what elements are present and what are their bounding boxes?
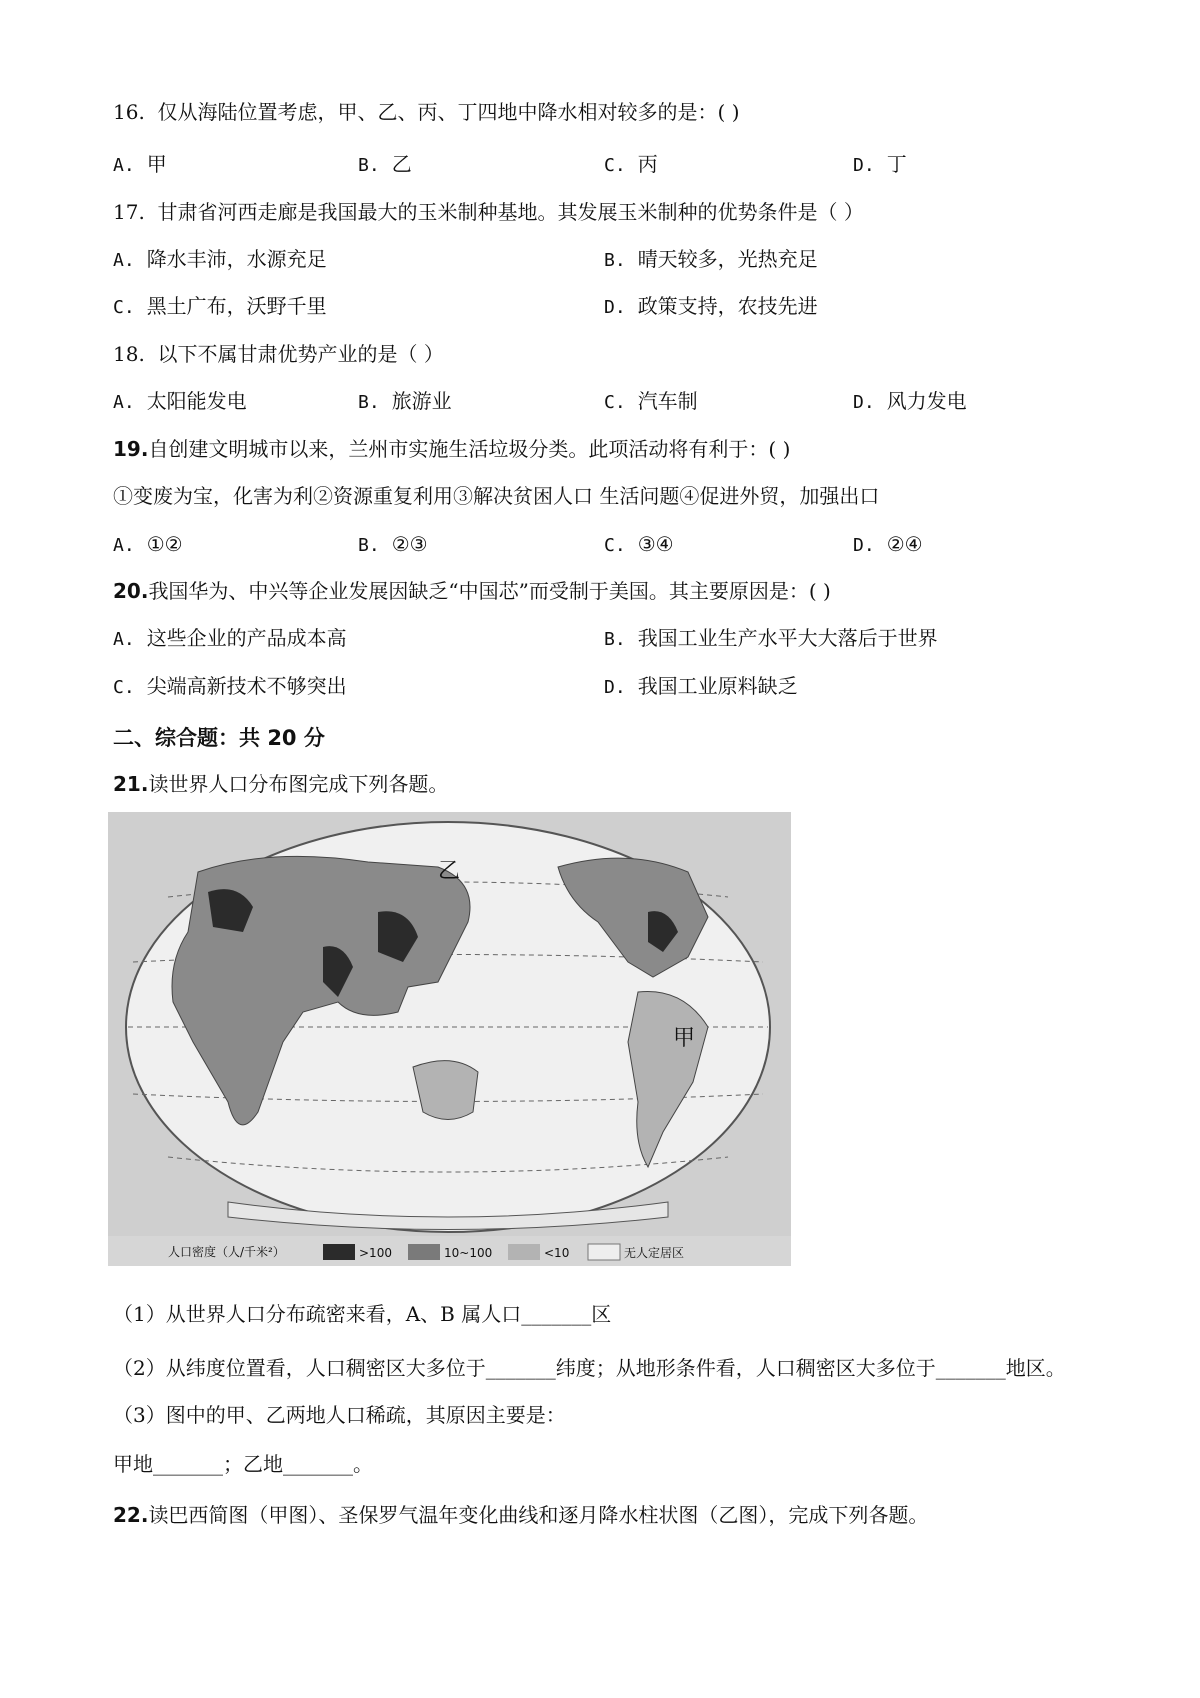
q19-option-a: A. ①②: [113, 532, 183, 556]
question-22: 22.读巴西简图（甲图）、圣保罗气温年变化曲线和逐月降水柱状图（乙图），完成下列各题。: [113, 1503, 929, 1527]
q21-sub-2: （2）从纬度位置看，人口稠密区大多位于_______纬度；从地形条件看，人口稠密区大多位于_______地区。: [113, 1356, 1066, 1380]
q19-option-d: D. ②④: [853, 532, 923, 556]
legend-dense-label: >100: [359, 1246, 392, 1260]
question-21: 21.读世界人口分布图完成下列各题。: [113, 772, 449, 796]
q17-option-c: C. 黑土广布，沃野千里: [113, 294, 327, 318]
legend-swatch-empty: [588, 1244, 620, 1260]
q19-option-c: C. ③④: [604, 532, 674, 556]
question-16: 16. 仅从海陆位置考虑，甲、乙、丙、丁四地中降水相对较多的是：( ): [113, 100, 740, 124]
map-legend-title: 人口密度（人/千米²）: [168, 1245, 285, 1259]
q17-option-b: B. 晴天较多，光热充足: [604, 247, 818, 271]
q18-option-d: D. 风力发电: [853, 389, 967, 413]
world-population-map: [108, 812, 791, 1266]
q21-sub-3-answers: 甲地_______；乙地_______。: [113, 1452, 373, 1476]
legend-swatch-medium: [408, 1244, 440, 1260]
section-2-heading: 二、综合题：共 20 分: [113, 726, 325, 750]
q19-statements: ①变废为宝，化害为利②资源重复利用③解决贫困人口 生活问题④促进外贸，加强出口: [113, 484, 880, 508]
legend-medium-label: 10~100: [444, 1246, 493, 1260]
q16-option-b: B. 乙: [358, 152, 412, 176]
question-17: 17. 甘肃省河西走廊是我国最大的玉米制种基地。其发展玉米制种的优势条件是（ ）: [113, 200, 864, 224]
question-19: 19.自创建文明城市以来，兰州市实施生活垃圾分类。此项活动将有利于：( ): [113, 437, 791, 461]
q19-option-b: B. ②③: [358, 532, 428, 556]
q21-sub-1: （1）从世界人口分布疏密来看，A、B 属人口_______区: [113, 1302, 612, 1326]
label-jia: 甲: [673, 1026, 696, 1051]
q16-option-d: D. 丁: [853, 152, 907, 176]
q20-option-b: B. 我国工业生产水平大大落后于世界: [604, 626, 938, 650]
question-20: 20.我国华为、中兴等企业发展因缺乏“中国芯”而受制于美国。其主要原因是：( ): [113, 579, 831, 603]
q16-option-a: A. 甲: [113, 152, 167, 176]
q18-option-b: B. 旅游业: [358, 389, 452, 413]
legend-swatch-dense: [323, 1244, 355, 1260]
q20-option-d: D. 我国工业原料缺乏: [604, 674, 798, 698]
q17-option-a: A. 降水丰沛，水源充足: [113, 247, 327, 271]
legend-sparse-label: <10: [544, 1246, 570, 1260]
question-18: 18. 以下不属甘肃优势产业的是（ ）: [113, 342, 444, 366]
q20-option-a: A. 这些企业的产品成本高: [113, 626, 347, 650]
legend-swatch-sparse: [508, 1244, 540, 1260]
q20-option-c: C. 尖端高新技术不够突出: [113, 674, 347, 698]
label-yi: 乙: [438, 859, 461, 884]
q17-option-d: D. 政策支持，农技先进: [604, 294, 818, 318]
q18-option-a: A. 太阳能发电: [113, 389, 247, 413]
q16-option-c: C. 丙: [604, 152, 658, 176]
q21-sub-3: （3）图中的甲、乙两地人口稀疏，其原因主要是：: [113, 1403, 566, 1427]
q18-option-c: C. 汽车制: [604, 389, 698, 413]
legend-empty-label: 无人定居区: [624, 1246, 685, 1260]
